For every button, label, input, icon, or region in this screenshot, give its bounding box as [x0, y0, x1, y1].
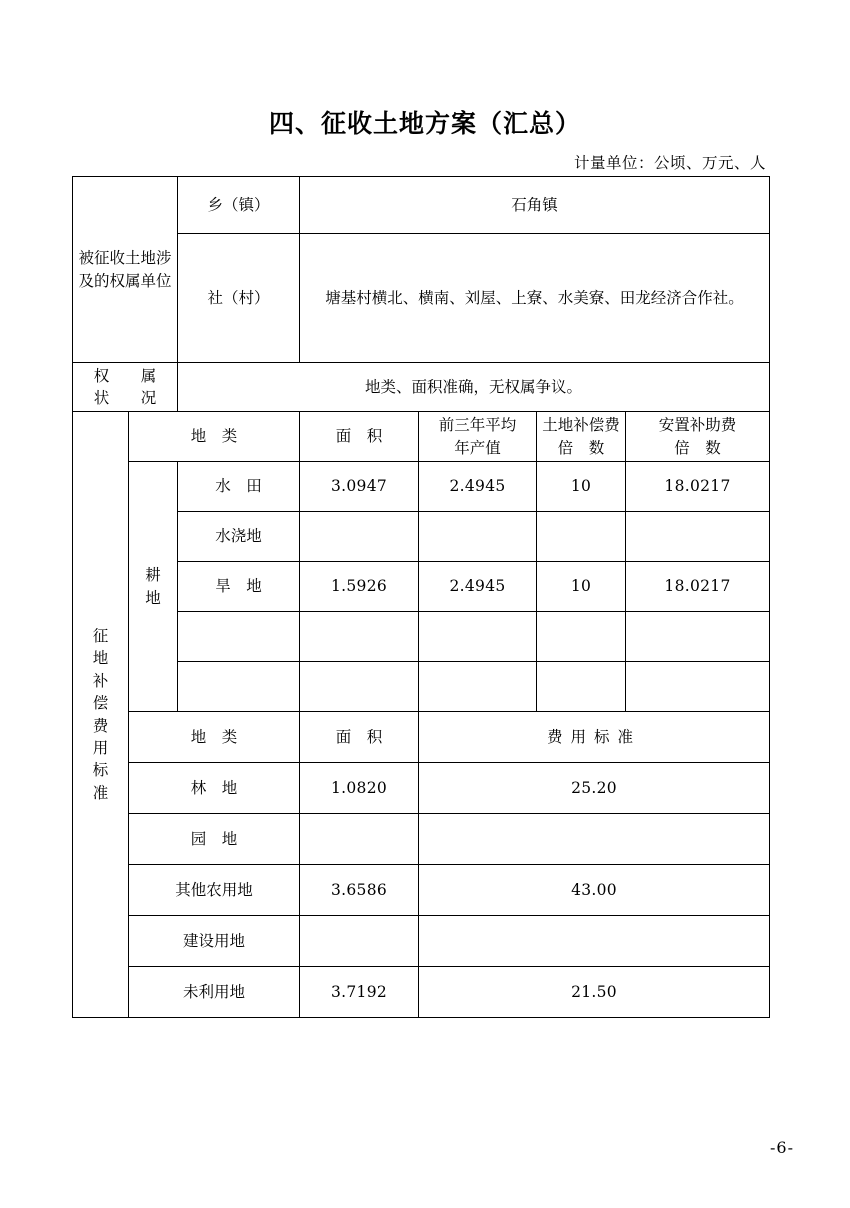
land-area-value	[300, 916, 419, 967]
avg-output-value	[419, 612, 537, 662]
avg-output-value: 2.4945	[419, 562, 537, 612]
land-area-value	[300, 512, 419, 562]
ownership-status-value: 地类、面积准确，无权属争议。	[178, 363, 770, 412]
side-label-char-7: 准	[92, 783, 109, 802]
cultivated-label-char-1: 地	[145, 588, 161, 607]
side-label-char-4: 费	[92, 716, 109, 735]
ownership-status-label-line2: 状 况	[93, 389, 165, 407]
land-type-name: 未利用地	[129, 967, 300, 1018]
land-multiple-value	[537, 662, 626, 712]
header-area-a: 面 积	[300, 412, 419, 462]
land-type-name	[178, 662, 300, 712]
resettle-multiple-value	[626, 612, 770, 662]
header-land-compensation-line1: 土地补偿费	[542, 416, 620, 435]
ownership-units-label: 被征收土地涉及的权属单位	[73, 177, 178, 363]
table-row	[73, 562, 770, 612]
measurement-unit-note: 计量单位：公顷、万元、人	[573, 154, 766, 172]
header-fee-standard: 费用标准	[419, 712, 770, 763]
land-type-name: 园 地	[129, 814, 300, 865]
table-row	[73, 916, 770, 967]
resettle-multiple-value: 18.0217	[626, 562, 770, 612]
resettle-multiple-value	[626, 662, 770, 712]
land-type-name: 建设用地	[129, 916, 300, 967]
page-number: -6-	[770, 1138, 794, 1157]
table-row-township	[73, 177, 770, 234]
table-row-ownership-status	[73, 363, 770, 412]
land-multiple-value: 10	[537, 462, 626, 512]
header-resettlement-line2: 倍 数	[674, 438, 721, 457]
header-land-compensation-line2: 倍 数	[557, 438, 605, 457]
avg-output-value	[419, 662, 537, 712]
side-label-char-6: 标	[92, 761, 109, 780]
village-value: 塘基村横北、横南、刘屋、上寮、水美寮、田龙经济合作社。	[300, 234, 770, 363]
compensation-side-label	[73, 412, 129, 1018]
table-row	[73, 967, 770, 1018]
land-area-value: 3.6586	[300, 865, 419, 916]
table-row	[73, 662, 770, 712]
fee-standard-value	[419, 814, 770, 865]
land-area-value	[300, 612, 419, 662]
township-label: 乡（镇）	[178, 177, 300, 234]
land-area-value	[300, 662, 419, 712]
header-resettlement-subsidy	[626, 412, 770, 462]
header-avg-output	[419, 412, 537, 462]
land-type-name: 水浇地	[178, 512, 300, 562]
land-multiple-value: 10	[537, 562, 626, 612]
table-row	[73, 612, 770, 662]
header-avg-output-line1: 前三年平均	[438, 416, 517, 435]
header-land-compensation	[537, 412, 626, 462]
page-title: 四、征收土地方案（汇总）	[268, 109, 581, 138]
ownership-status-label-line1: 权 属	[93, 366, 165, 385]
land-type-name: 水 田	[178, 462, 300, 512]
table-row	[73, 814, 770, 865]
header-resettlement-line1: 安置补助费	[658, 416, 737, 435]
table-row	[73, 763, 770, 814]
village-label: 社（村）	[178, 234, 300, 363]
land-area-value: 3.0947	[300, 462, 419, 512]
table-row-village	[73, 234, 770, 363]
avg-output-value	[419, 512, 537, 562]
cultivated-label-char-0: 耕	[145, 566, 161, 585]
header-land-type-a: 地 类	[129, 412, 300, 462]
land-area-value: 1.5926	[300, 562, 419, 612]
land-type-name: 林 地	[129, 763, 300, 814]
ownership-status-label	[73, 363, 178, 412]
table-row	[73, 462, 770, 512]
land-multiple-value	[537, 512, 626, 562]
avg-output-value: 2.4945	[419, 462, 537, 512]
land-multiple-value	[537, 612, 626, 662]
fee-standard-value	[419, 916, 770, 967]
resettle-multiple-value	[626, 512, 770, 562]
side-label-char-2: 补	[92, 671, 109, 690]
land-area-value: 3.7192	[300, 967, 419, 1018]
header-land-type-b: 地 类	[129, 712, 300, 763]
land-area-value	[300, 814, 419, 865]
land-type-name: 其他农用地	[129, 865, 300, 916]
fee-standard-value: 43.00	[419, 865, 770, 916]
side-label-char-0: 征	[92, 626, 109, 645]
table-header-row-cultivated	[73, 412, 770, 462]
side-label-char-5: 用	[92, 738, 109, 757]
side-label-char-1: 地	[92, 649, 109, 668]
header-area-b: 面 积	[300, 712, 419, 763]
table-header-row-other	[73, 712, 770, 763]
land-acquisition-table	[72, 176, 770, 1018]
side-label-char-3: 偿	[92, 694, 109, 713]
fee-standard-value: 25.20	[419, 763, 770, 814]
table-row	[73, 512, 770, 562]
cultivated-land-label	[129, 462, 178, 712]
township-value: 石角镇	[300, 177, 770, 234]
land-type-name	[178, 612, 300, 662]
fee-standard-value: 21.50	[419, 967, 770, 1018]
land-type-name: 旱 地	[178, 562, 300, 612]
resettle-multiple-value: 18.0217	[626, 462, 770, 512]
header-avg-output-line2: 年产值	[454, 438, 501, 457]
land-area-value: 1.0820	[300, 763, 419, 814]
table-row	[73, 865, 770, 916]
